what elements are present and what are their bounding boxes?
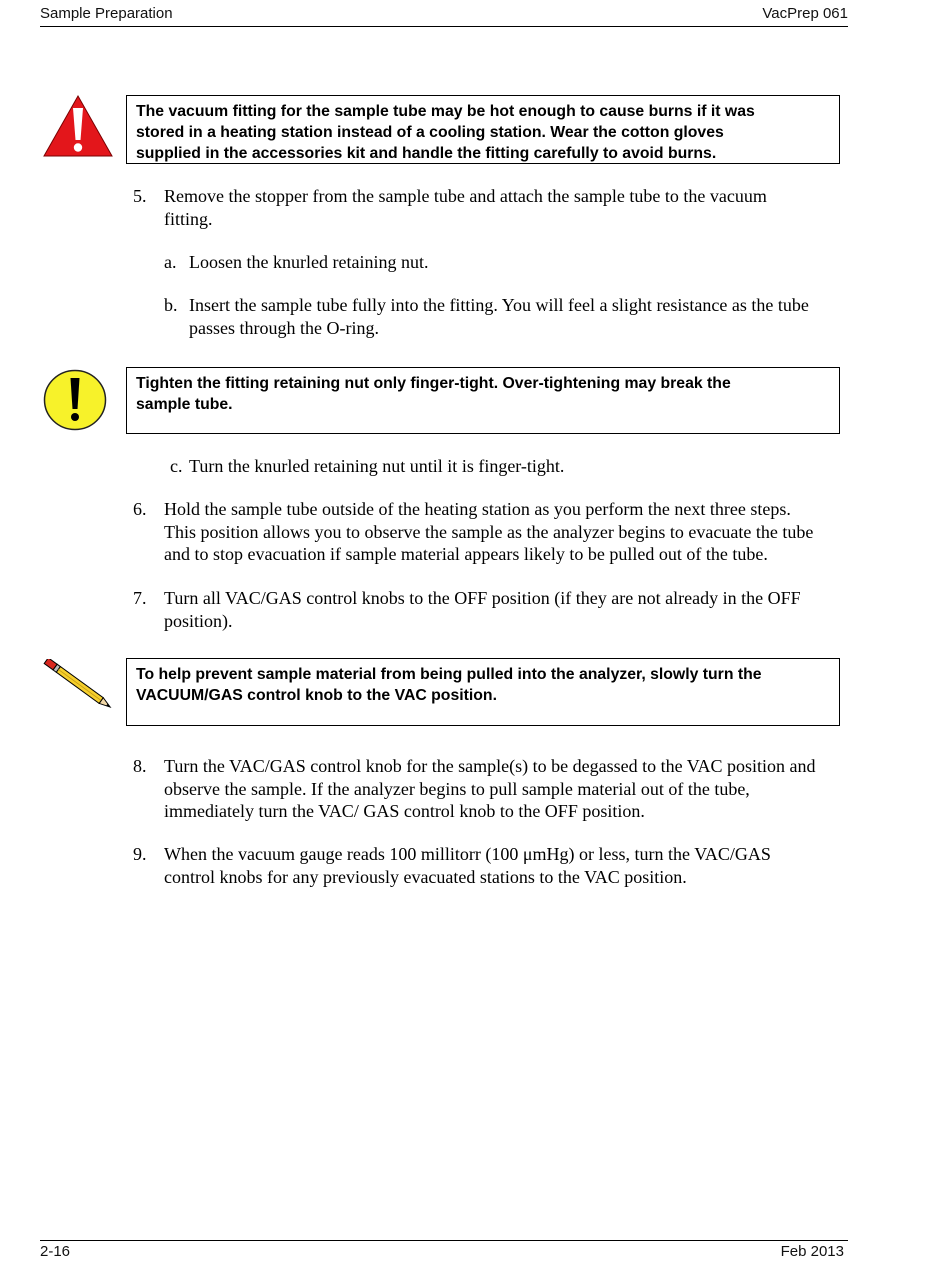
step-line: Turn the VAC/GAS control knob for the sample(s) to be degassed to the VAC position and [164, 756, 816, 776]
step-number: 9. [133, 844, 147, 864]
step-line: When the vacuum gauge reads 100 millitorr (100 μmHg) or less, turn the VAC/GAS [164, 844, 771, 864]
pencil-note-icon [42, 659, 114, 722]
burn-warning-line: stored in a heating station instead of a cooling station. Wear the cotton gloves [136, 124, 724, 141]
step-line: Turn the knurled retaining nut until it is finger-tight. [189, 456, 565, 476]
step-line: Turn all VAC/GAS control knobs to the OFF position (if they are not already in the OFF [164, 588, 801, 608]
step-number: 7. [133, 588, 147, 608]
step-line: observe the sample. If the analyzer begins to pull sample material out of the tube, [164, 778, 750, 799]
footer-rule [40, 1240, 848, 1241]
footer-page-number: 2-16 [40, 1243, 71, 1260]
step-line: Loosen the knurled retaining nut. [189, 252, 429, 272]
note-line: To help prevent sample material from being pulled into the analyzer, slowly turn the [136, 666, 762, 683]
header-document-title: VacPrep 061 [762, 5, 848, 22]
burn-warning-line: The vacuum fitting for the sample tube may be hot enough to cause burns if it was [136, 103, 755, 120]
footer-date: Feb 2013 [780, 1243, 844, 1260]
header-section-title: Sample Preparation [40, 5, 173, 22]
step-number: 8. [133, 756, 147, 776]
step-line: and to stop evacuation if sample material appears likely to be pulled out of the tube. [164, 544, 768, 564]
step-line: This position allows you to observe the sample as the analyzer begins to evacuate the tube [164, 521, 814, 542]
burn-warning-callout [126, 95, 840, 164]
step-line: position). [164, 610, 233, 631]
caution-line: sample tube. [136, 396, 233, 413]
substep-letter: c. [170, 456, 183, 476]
caution-callout [126, 367, 840, 434]
step-line: Remove the stopper from the sample tube and attach the sample tube to the vacuum [164, 186, 767, 206]
burn-warning-line: supplied in the accessories kit and handle the fitting carefully to avoid burns. [136, 145, 717, 162]
note-callout [126, 658, 840, 726]
warning-triangle-icon [42, 94, 114, 163]
step-line: passes through the O-ring. [189, 317, 379, 338]
note-line: VACUUM/GAS control knob to the VAC position. [136, 687, 497, 704]
step-line: control knobs for any previously evacuated stations to the VAC position. [164, 866, 687, 887]
step-line: Insert the sample tube fully into the fitting. You will feel a slight resistance as the tube [189, 295, 809, 315]
step-line: Hold the sample tube outside of the heating station as you perform the next three steps. [164, 499, 791, 519]
header-rule [40, 26, 848, 27]
step-line: immediately turn the VAC/ GAS control knob to the OFF position. [164, 801, 645, 821]
step-line: fitting. [164, 208, 213, 229]
step-number: 6. [133, 499, 147, 519]
caution-line: Tighten the fitting retaining nut only finger-tight. Over-tightening may break the [136, 375, 731, 392]
substep-letter: b. [164, 295, 178, 315]
caution-exclamation-icon [43, 369, 107, 436]
substep-letter: a. [164, 252, 177, 272]
step-number: 5. [133, 186, 147, 206]
